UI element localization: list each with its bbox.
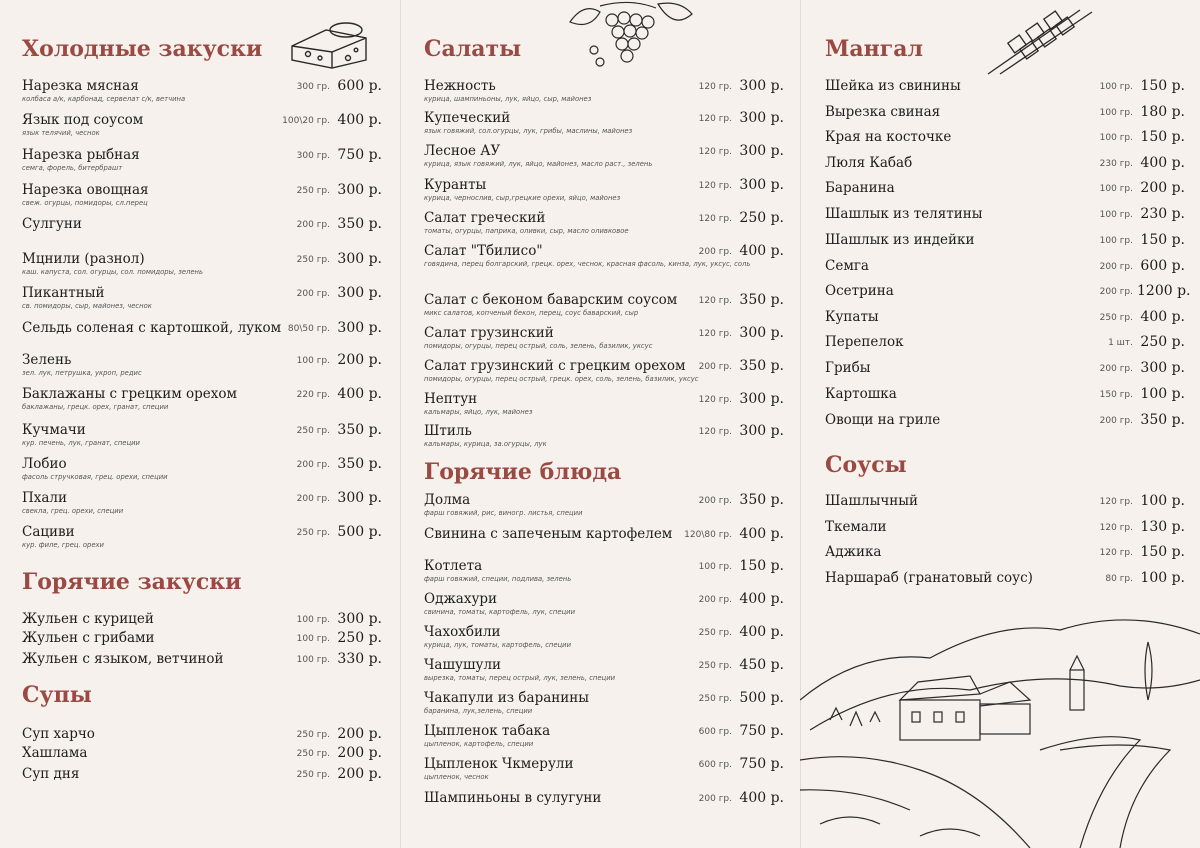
menu-item <box>424 526 784 556</box>
menu-item <box>424 690 784 720</box>
item-price: 400 р. <box>739 526 784 542</box>
item-price: 350 р. <box>337 216 382 232</box>
item-price: 100 р. <box>1140 570 1185 586</box>
item-weight: 200 гр. <box>1099 416 1133 426</box>
item-description: томаты, огурцы, паприка, оливки, сыр, масло оливковое <box>424 227 629 235</box>
item-price: 350 р. <box>739 358 784 374</box>
item-description: говядина, перец болгарский, грецк. орех, чеснок, красная фасоль, кинза, лук, уксус, соль <box>424 260 751 268</box>
item-description: язык говяжий, сол.огурцы, лук, грибы, маслины, майонез <box>424 127 633 135</box>
item-weight: 300 гр. <box>296 82 330 92</box>
item-weight: 600 гр. <box>698 760 732 770</box>
item-weight: 120 гр. <box>698 181 732 191</box>
item-weight: 200 гр. <box>296 494 330 504</box>
item-price: 400 р. <box>337 386 382 402</box>
item-price: 300 р. <box>337 320 382 336</box>
item-description: язык телячий, чеснок <box>22 129 100 137</box>
item-weight: 200 гр. <box>698 362 732 372</box>
menu-item <box>22 386 382 416</box>
item-description: баранина, лук,зелень, специи <box>424 707 533 715</box>
item-price: 200 р. <box>1140 180 1185 196</box>
item-name: Аджика <box>825 544 882 560</box>
item-description: свинина, томаты, картофель, лук, специи <box>424 608 575 616</box>
menu-item <box>424 292 784 322</box>
item-name: Кучмачи <box>22 422 86 438</box>
item-description: св. помидоры, сыр, майонез, чеснок <box>22 302 152 310</box>
item-price: 750 р. <box>739 723 784 739</box>
item-name: Оджахури <box>424 591 498 607</box>
village-landscape-icon <box>800 610 1200 848</box>
menu-item <box>22 147 382 177</box>
item-name: Суп дня <box>22 766 80 782</box>
item-price: 350 р. <box>337 456 382 472</box>
item-name: Чашушули <box>424 657 502 673</box>
menu-item <box>424 790 784 820</box>
item-description: курица, язык говяжий, лук, яйцо, майонез, масло раст., зелень <box>424 160 653 168</box>
menu-item <box>424 591 784 621</box>
item-weight: 250 гр. <box>296 255 330 265</box>
item-price: 300 р. <box>739 143 784 159</box>
cheese-icon <box>286 16 372 72</box>
menu-item <box>22 456 382 486</box>
item-price: 150 р. <box>1140 78 1185 94</box>
item-name: Салат грузинский с грецким орехом <box>424 358 686 374</box>
item-weight: 120 гр. <box>698 427 732 437</box>
item-name: Шашлык из индейки <box>825 232 975 248</box>
item-price: 300 р. <box>337 490 382 506</box>
item-name: Шашлык из телятины <box>825 206 983 222</box>
item-name: Вырезка свиная <box>825 104 941 120</box>
item-price: 400 р. <box>739 624 784 640</box>
item-name: Лесное АУ <box>424 143 501 159</box>
item-name: Перепелок <box>825 334 904 350</box>
item-weight: 120 гр. <box>698 147 732 157</box>
item-name: Жульен с грибами <box>22 630 155 646</box>
item-price: 200 р. <box>337 352 382 368</box>
item-name: Куранты <box>424 177 487 193</box>
item-name: Сациви <box>22 524 75 540</box>
skewers-icon <box>980 4 1100 76</box>
item-weight: 100 гр. <box>1099 236 1133 246</box>
item-name: Края на косточке <box>825 129 952 145</box>
item-price: 300 р. <box>739 78 784 94</box>
item-description: кур. филе, грец. орехи <box>22 541 104 549</box>
item-price: 150 р. <box>1140 544 1185 560</box>
menu-item <box>424 558 784 588</box>
menu-item <box>22 320 382 350</box>
item-weight: 150 гр. <box>1099 390 1133 400</box>
item-weight: 600 гр. <box>698 727 732 737</box>
item-description: фарш говяжий, рис, виногр. листья, специи <box>424 509 583 517</box>
item-weight: 250 гр. <box>296 528 330 538</box>
item-description: семга, форель, битербрашт <box>22 164 123 172</box>
item-weight: 100 гр. <box>296 655 330 665</box>
item-name: Грибы <box>825 360 871 376</box>
item-name: Люля Кабаб <box>825 155 913 171</box>
menu-item <box>424 177 784 207</box>
item-price: 180 р. <box>1140 104 1185 120</box>
menu-item <box>825 412 1185 442</box>
item-price: 600 р. <box>337 78 382 94</box>
menu-item <box>22 182 382 212</box>
item-name: Осетрина <box>825 283 894 299</box>
item-weight: 80 гр. <box>1105 574 1133 584</box>
menu-item <box>424 624 784 654</box>
section-title: Холодные закуски <box>22 36 263 62</box>
menu-item <box>22 112 382 142</box>
section-title: Горячие закуски <box>22 569 242 595</box>
item-name: Ткемали <box>825 519 887 535</box>
item-price: 150 р. <box>739 558 784 574</box>
item-price: 100 р. <box>1140 493 1185 509</box>
item-name: Шейка из свинины <box>825 78 961 94</box>
item-price: 250 р. <box>1140 334 1185 350</box>
item-weight: 220 гр. <box>296 390 330 400</box>
item-price: 400 р. <box>739 243 784 259</box>
item-weight: 200 гр. <box>296 460 330 470</box>
item-name: Долма <box>424 492 471 508</box>
item-price: 400 р. <box>739 591 784 607</box>
menu-item <box>424 143 784 173</box>
item-price: 450 р. <box>739 657 784 673</box>
item-name: Баранина <box>825 180 895 196</box>
item-name: Нарезка рыбная <box>22 147 140 163</box>
item-price: 600 р. <box>1140 258 1185 274</box>
item-description: фасоль стручковая, грец. орехи, специи <box>22 473 168 481</box>
item-weight: 100 гр. <box>296 634 330 644</box>
menu-item <box>22 216 382 246</box>
item-weight: 120 гр. <box>1099 497 1133 507</box>
item-name: Баклажаны с грецким орехом <box>22 386 237 402</box>
item-description: каш. капуста, сол. огурцы, сол. помидоры, зелень <box>22 268 204 276</box>
item-name: Шашлычный <box>825 493 918 509</box>
item-description: вырезка, томаты, перец острый, лук, зелень, специи <box>424 674 616 682</box>
item-price: 500 р. <box>739 690 784 706</box>
item-description: свекла, грец. орехи, специи <box>22 507 124 515</box>
item-description: цыпленок, картофель, специи <box>424 740 534 748</box>
item-price: 200 р. <box>337 726 382 742</box>
item-weight: 120 гр. <box>698 395 732 405</box>
item-price: 330 р. <box>337 651 382 667</box>
item-name: Нарезка мясная <box>22 78 139 94</box>
item-weight: 100 гр. <box>296 356 330 366</box>
item-price: 350 р. <box>739 492 784 508</box>
item-name: Суп харчо <box>22 726 95 742</box>
item-price: 750 р. <box>337 147 382 163</box>
item-name: Купеческий <box>424 110 511 126</box>
item-description: баклажаны, грецк. орех, гранат, специи <box>22 403 169 411</box>
menu-item <box>825 570 1185 600</box>
menu-item <box>424 657 784 687</box>
item-name: Нептун <box>424 391 478 407</box>
item-price: 300 р. <box>1140 360 1185 376</box>
menu-item <box>424 110 784 140</box>
item-weight: 120 гр. <box>698 214 732 224</box>
item-description: помидоры, огурцы, перец острый, соль, зелень, базилик, уксус <box>424 342 653 350</box>
item-description: курица, чернослив, сыр,грецкие орехи, яйцо, майонез <box>424 194 621 202</box>
item-name: Салат "Тбилисо" <box>424 243 543 259</box>
item-price: 300 р. <box>739 423 784 439</box>
section-title: Салаты <box>424 36 522 62</box>
item-name: Котлета <box>424 558 483 574</box>
item-weight: 120 гр. <box>1099 523 1133 533</box>
item-price: 400 р. <box>1140 309 1185 325</box>
item-description: цыпленок, чеснок <box>424 773 489 781</box>
item-weight: 250 гр. <box>296 186 330 196</box>
item-price: 400 р. <box>739 790 784 806</box>
item-weight: 200 гр. <box>1099 287 1133 297</box>
item-name: Цыпленок Чкмерули <box>424 756 574 772</box>
item-price: 350 р. <box>337 422 382 438</box>
item-weight: 120 гр. <box>698 114 732 124</box>
item-weight: 120 гр. <box>698 329 732 339</box>
item-price: 300 р. <box>739 325 784 341</box>
item-weight: 300 гр. <box>296 151 330 161</box>
item-weight: 200 гр. <box>296 289 330 299</box>
item-weight: 120\80 гр. <box>684 530 732 540</box>
menu-item <box>424 78 784 108</box>
menu-item <box>424 210 784 240</box>
item-weight: 200 гр. <box>1099 364 1133 374</box>
item-weight: 250 гр. <box>698 661 732 671</box>
item-weight: 200 гр. <box>296 220 330 230</box>
item-name: Лобио <box>22 456 67 472</box>
menu-item <box>22 285 382 315</box>
menu-item <box>22 251 382 281</box>
item-name: Купаты <box>825 309 879 325</box>
item-name: Салат грузинский <box>424 325 554 341</box>
item-weight: 230 гр. <box>1099 159 1133 169</box>
item-description: кальмары, курица, за.огурцы, лук <box>424 440 547 448</box>
section-title: Супы <box>22 682 92 708</box>
item-weight: 100 гр. <box>1099 108 1133 118</box>
item-name: Картошка <box>825 386 897 402</box>
item-weight: 250 гр. <box>1099 313 1133 323</box>
item-weight: 250 гр. <box>698 628 732 638</box>
section-title: Горячие блюда <box>424 459 622 485</box>
item-price: 1200 р. <box>1137 283 1191 299</box>
item-description: курица, шампиньоны, лук, яйцо, сыр, майонез <box>424 95 592 103</box>
item-description: курица, лук, томаты, картофель, специи <box>424 641 572 649</box>
menu-item <box>424 243 784 273</box>
item-name: Хашлама <box>22 745 88 761</box>
menu-item <box>424 391 784 421</box>
menu-item <box>424 756 784 786</box>
item-price: 250 р. <box>739 210 784 226</box>
item-weight: 100 гр. <box>1099 210 1133 220</box>
item-weight: 250 гр. <box>296 770 330 780</box>
item-price: 300 р. <box>739 177 784 193</box>
menu-item <box>22 651 382 681</box>
item-price: 300 р. <box>337 285 382 301</box>
menu-item <box>22 352 382 382</box>
item-name: Нежность <box>424 78 496 94</box>
item-price: 300 р. <box>337 611 382 627</box>
item-name: Язык под соусом <box>22 112 144 128</box>
item-weight: 250 гр. <box>296 749 330 759</box>
item-weight: 1 шт. <box>1108 338 1133 348</box>
menu-item <box>22 524 382 554</box>
item-weight: 200 гр. <box>1099 262 1133 272</box>
item-weight: 100 гр. <box>1099 133 1133 143</box>
item-weight: 200 гр. <box>698 794 732 804</box>
item-description: помидоры, огурцы, перец острый, грецк. орех, соль, зелень, базилик, уксус <box>424 375 699 383</box>
item-weight: 100\20 гр. <box>282 116 330 126</box>
menu-item <box>424 492 784 522</box>
item-price: 350 р. <box>1140 412 1185 428</box>
item-price: 350 р. <box>739 292 784 308</box>
item-name: Сулгуни <box>22 216 82 232</box>
grapes-icon <box>560 0 700 80</box>
item-name: Наршараб (гранатовый соус) <box>825 570 1033 586</box>
item-description: кур. печень, лук, гранат, специи <box>22 439 140 447</box>
item-name: Пхали <box>22 490 68 506</box>
item-name: Семга <box>825 258 869 274</box>
item-weight: 250 гр. <box>296 730 330 740</box>
item-weight: 120 гр. <box>698 296 732 306</box>
item-weight: 120 гр. <box>698 82 732 92</box>
item-weight: 120 гр. <box>1099 548 1133 558</box>
item-name: Зелень <box>22 352 72 368</box>
item-name: Овощи на гриле <box>825 412 941 428</box>
item-price: 750 р. <box>739 756 784 772</box>
item-price: 400 р. <box>1140 155 1185 171</box>
item-name: Цыпленок табака <box>424 723 551 739</box>
menu-item <box>22 422 382 452</box>
item-price: 300 р. <box>739 391 784 407</box>
section-title: Мангал <box>825 36 923 62</box>
item-name: Мцнили (разнол) <box>22 251 145 267</box>
item-price: 200 р. <box>337 745 382 761</box>
item-name: Салат с беконом баварским соусом <box>424 292 678 308</box>
item-weight: 100 гр. <box>1099 184 1133 194</box>
menu-item <box>424 325 784 355</box>
item-name: Жульен с языком, ветчиной <box>22 651 224 667</box>
item-description: свеж. огурцы, помидоры, сл.перец <box>22 199 148 207</box>
item-name: Салат греческий <box>424 210 546 226</box>
menu-item <box>424 423 784 453</box>
item-description: зел. лук, петрушка, укроп, редис <box>22 369 142 377</box>
item-description: колбаса а/к, карбонад, сервелат с/к, ветчина <box>22 95 186 103</box>
item-price: 300 р. <box>337 182 382 198</box>
item-name: Чахохбили <box>424 624 501 640</box>
item-price: 150 р. <box>1140 232 1185 248</box>
item-name: Жульен с курицей <box>22 611 154 627</box>
item-price: 200 р. <box>337 766 382 782</box>
item-weight: 200 гр. <box>698 496 732 506</box>
item-price: 130 р. <box>1140 519 1185 535</box>
item-name: Чакапули из баранины <box>424 690 590 706</box>
menu-item <box>424 723 784 753</box>
item-weight: 250 гр. <box>296 426 330 436</box>
item-name: Штиль <box>424 423 472 439</box>
item-price: 230 р. <box>1140 206 1185 222</box>
item-name: Свинина с запеченым картофелем <box>424 526 673 542</box>
menu-item <box>22 766 382 796</box>
item-name: Пикантный <box>22 285 105 301</box>
item-weight: 80\50 гр. <box>287 324 330 334</box>
item-price: 300 р. <box>739 110 784 126</box>
item-weight: 200 гр. <box>698 247 732 257</box>
item-price: 300 р. <box>337 251 382 267</box>
item-weight: 200 гр. <box>698 595 732 605</box>
item-price: 500 р. <box>337 524 382 540</box>
item-description: фарш говяжий, специи, подлива, зелень <box>424 575 572 583</box>
menu-item <box>424 358 784 388</box>
menu-item <box>22 78 382 108</box>
item-weight: 100 гр. <box>296 615 330 625</box>
item-price: 250 р. <box>337 630 382 646</box>
item-name: Нарезка овощная <box>22 182 149 198</box>
item-price: 400 р. <box>337 112 382 128</box>
section-title: Соусы <box>825 452 907 478</box>
item-description: микс салатов, копченый бекон, перец, соус баварский, сыр <box>424 309 639 317</box>
item-name: Сельдь соленая с картошкой, луком <box>22 320 282 336</box>
item-name: Шампиньоны в сулугуни <box>424 790 602 806</box>
item-weight: 100 гр. <box>698 562 732 572</box>
item-price: 150 р. <box>1140 129 1185 145</box>
item-weight: 250 гр. <box>698 694 732 704</box>
item-description: кальмары, яйцо, лук, майонез <box>424 408 533 416</box>
item-weight: 100 гр. <box>1099 82 1133 92</box>
menu-item <box>22 490 382 520</box>
item-price: 100 р. <box>1140 386 1185 402</box>
